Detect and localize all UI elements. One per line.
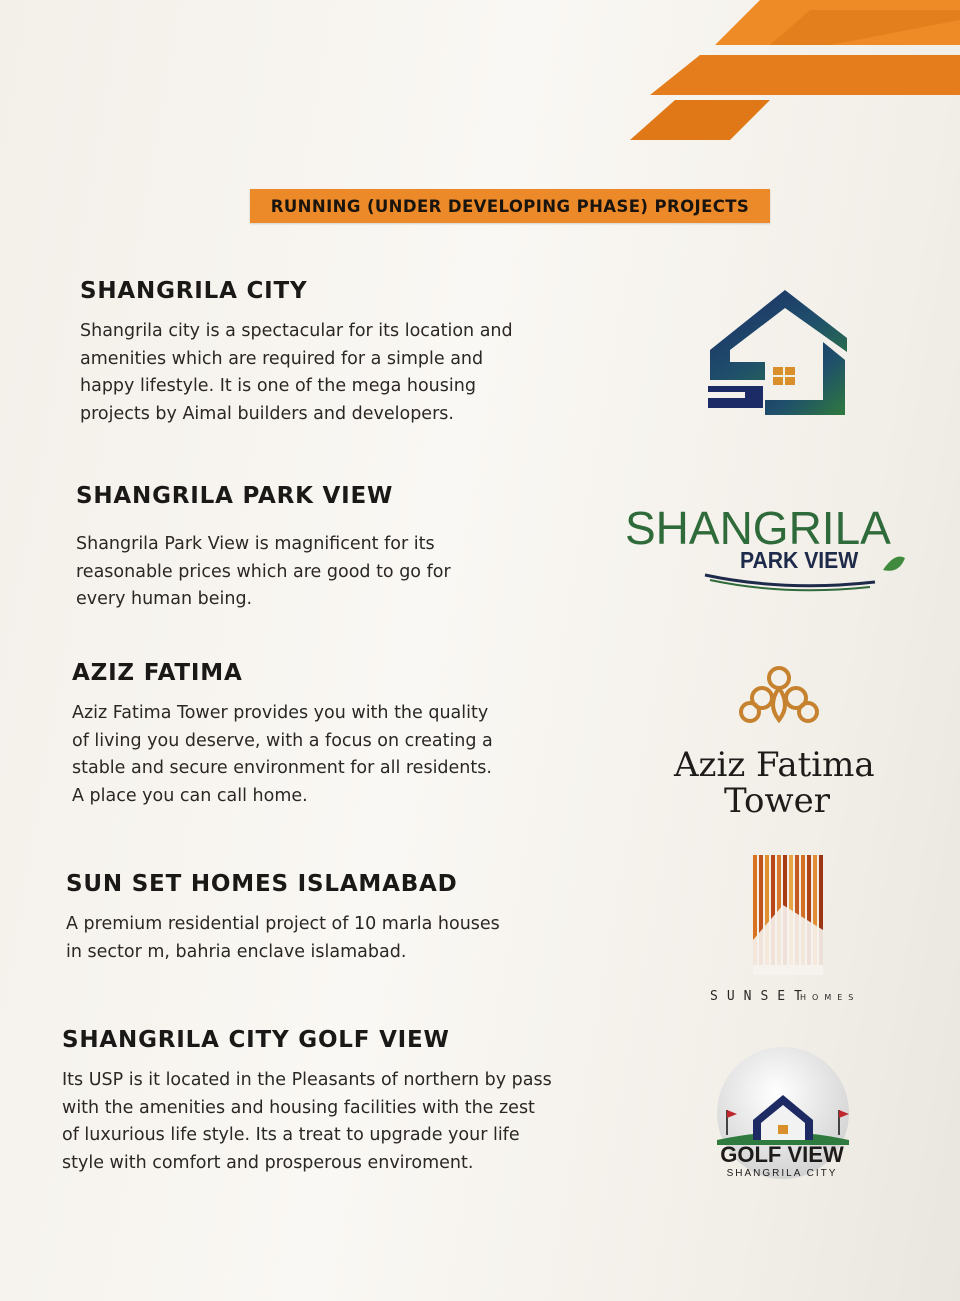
corner-decoration [630,0,960,150]
shangrila-park-view-logo [625,500,905,595]
project-shangrila-park-view [76,483,576,614]
project-description: Shangrila Park View is magnificent for its reasonable prices which are good to go for every human being. [76,534,451,609]
section-banner: RUNNING (UNDER DEVELOPING PHASE) PROJECTS [250,189,770,223]
project-title: AZIZ FATIMA [72,660,243,686]
project-title: SHANGRILA CITY GOLF VIEW [62,1027,450,1053]
project-aziz-fatima [72,660,572,810]
project-description: Shangrila city is a spectacular for its location and amenities which are required for a simple and happy lifestyle. It is one of the mega housing projects by Aimal builders and developers. [80,321,513,424]
golf-sub-text: SHANGRILA CITY [726,1168,838,1179]
project-description: Its USP is it located in the Pleasants of northern by pass with the amenities and housing facilities with the zest of luxurious life style. Its a treat to upgrade your life style with comfort and prosperous enviroment. [62,1070,552,1173]
aziz-line2: Tower [724,781,830,820]
aziz-line1: Aziz Fatima [674,745,875,785]
leaf-icon [883,557,905,571]
project-title: SHANGRILA CITY [80,278,308,304]
project-description: Aziz Fatima Tower provides you with the quality of living you deserve, with a focus on creating a stable and secure environment for all residents. A place you can call home. [72,703,493,806]
project-description: A premium residential project of 10 marla houses in sector m, bahria enclave islamabad. [66,914,500,962]
sunset-homes-logo [708,850,863,1005]
sunset-sub: HOMES [800,993,860,1002]
project-shangrila-city [80,278,580,428]
aziz-fatima-logo [672,660,887,820]
golf-main-text: GOLF VIEW [720,1142,844,1167]
project-sunset-homes [66,871,566,966]
sunset-bars-icon [753,855,823,975]
project-golf-view [62,1027,562,1177]
ornament-icon [741,668,817,721]
golf-view-logo [705,1045,860,1185]
project-title: SUN SET HOMES ISLAMABAD [66,871,458,897]
park-view-sub-text: PARK VIEW [740,547,859,574]
park-view-main-text: SHANGRILA [625,502,891,554]
sunset-letters: SUNSET [710,989,811,1004]
shangrila-city-logo [705,290,850,420]
project-title: SHANGRILA PARK VIEW [76,483,394,509]
